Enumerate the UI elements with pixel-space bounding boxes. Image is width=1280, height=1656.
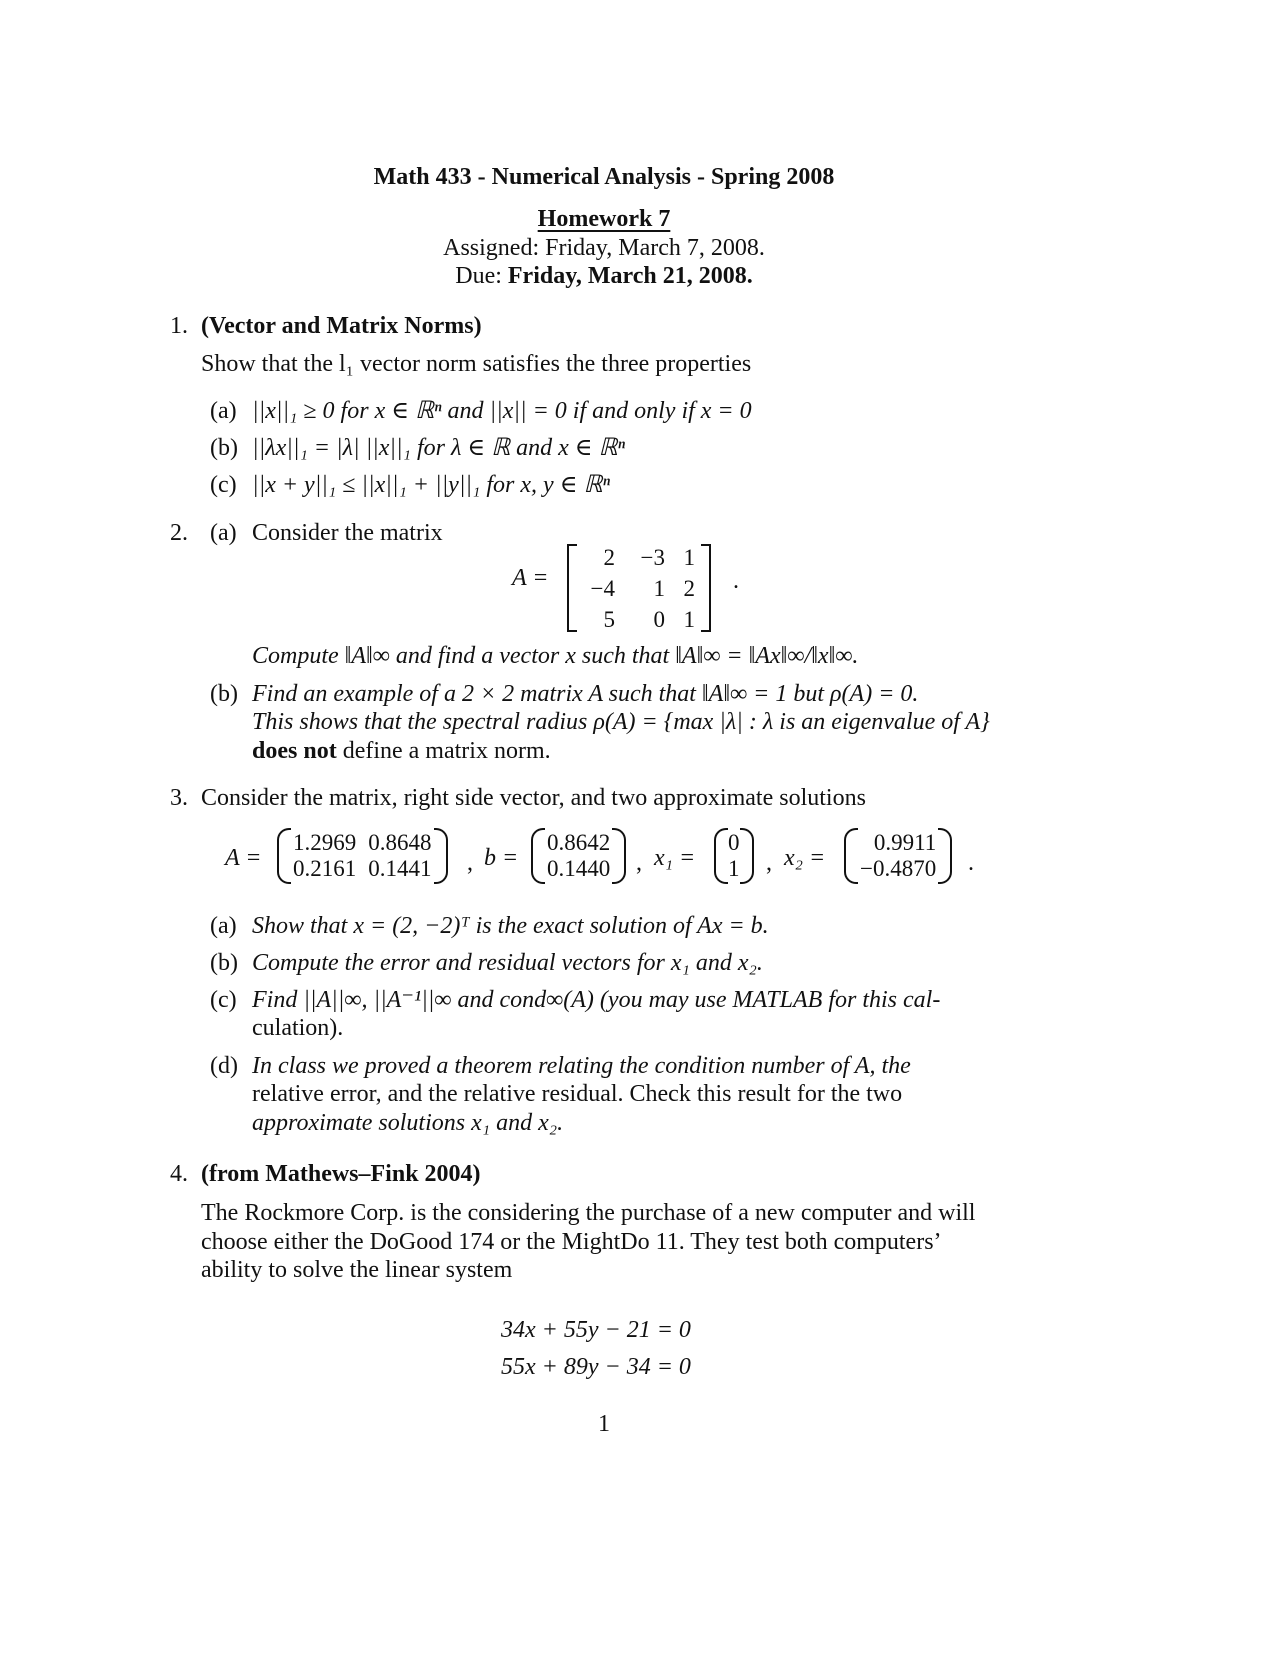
problem2-number: 2. — [170, 520, 188, 546]
vector-row — [541, 856, 616, 882]
problem2-a-intro: Consider the matrix — [252, 520, 443, 546]
problem3-x1-label: x₁ = — [654, 845, 696, 871]
comma: , — [467, 850, 473, 876]
matrix-cell: 1.2969 — [293, 830, 357, 855]
due-date: Friday, March 21, 2008. — [507, 263, 753, 289]
problem4-equation-1: 34x + 55y − 21 = 0 — [501, 1317, 691, 1343]
problem4-line2: choose either the DoGood 174 or the MightDo 11. They test both computers’ — [201, 1229, 942, 1255]
problem3-item-d-line1: In class we proved a theorem relating the condition number of A, the — [252, 1053, 911, 1079]
matrix-cell: 1 — [683, 545, 695, 570]
paren-left — [714, 828, 728, 884]
problem2-b-line3-rest: define a matrix norm. — [336, 738, 551, 764]
problem4-title: (from Mathews–Fink 2004) — [201, 1161, 481, 1187]
problem3-item-c-label: (c) — [210, 987, 237, 1013]
vector-cell: 0.1440 — [547, 856, 611, 881]
problem3-intro: Consider the matrix, right side vector, and two approximate solutions — [201, 785, 866, 811]
matrix-cell: 0 — [653, 607, 665, 632]
problem3-A-matrix — [277, 830, 448, 882]
problem2-matrix-name: A = — [512, 565, 549, 591]
course-title: Math 433 - Numerical Analysis - Spring 2008 — [373, 164, 835, 190]
problem2-b-line2: This shows that the spectral radius ρ(A) = {max |λ| : λ is an eigenvalue of A} — [252, 709, 990, 735]
problem3-item-b: Compute the error and residual vectors for x₁ and x₂. — [252, 950, 763, 976]
due-line — [0, 261, 1208, 291]
matrix-row — [575, 542, 703, 573]
problem2-b-label: (b) — [210, 681, 238, 707]
assigned-label: Assigned: — [443, 235, 540, 261]
matrix-row — [575, 573, 703, 604]
paren-left — [844, 828, 858, 884]
problem3-A-label: A = — [225, 845, 262, 871]
problem2-matrix — [567, 544, 711, 632]
problem2-b-line1: Find an example of a 2 × 2 matrix A such that ‖A‖∞ = 1 but ρ(A) = 0. — [252, 681, 919, 707]
problem3-x2-vector — [844, 830, 952, 882]
assigned-date: Friday, March 7, 2008. — [545, 235, 765, 261]
problem3-item-d-label: (d) — [210, 1053, 238, 1079]
problem3-x2-label: x₂ = — [784, 845, 826, 871]
matrix-cell: 1 — [653, 576, 665, 601]
vector-cell: 1 — [728, 856, 740, 881]
vector-cell: 0.9911 — [873, 830, 937, 855]
problem3-item-c-line1: Find ||A||∞, ||A⁻¹||∞ and cond∞(A) (you may use MATLAB for this cal- — [252, 987, 941, 1013]
problem3-item-a-label: (a) — [210, 913, 237, 939]
vector-cell: 0 — [728, 830, 740, 855]
homework-label: Homework 7 — [537, 206, 671, 232]
problem3-b-vector — [531, 830, 626, 882]
matrix-row — [287, 830, 438, 856]
problem3-item-d-line3: approximate solutions x₁ and x₂. — [252, 1110, 564, 1136]
problem1-item-b-label: (b) — [210, 435, 238, 461]
matrix-cell: 0.2161 — [293, 856, 357, 881]
problem3-x1-vector — [714, 830, 754, 882]
matrix-cell: 0.1441 — [368, 856, 432, 881]
matrix-row — [575, 604, 703, 635]
matrix-row — [287, 856, 438, 882]
paren-left — [277, 828, 291, 884]
problem3-item-d-line2: relative error, and the relative residual. Check this result for the two — [252, 1081, 903, 1107]
matrix-cell: −3 — [640, 545, 665, 570]
comma: , — [766, 850, 772, 876]
vector-row — [854, 856, 942, 882]
matrix-cell: 2 — [683, 576, 695, 601]
problem3-A-table — [287, 830, 438, 882]
problem3-item-a: Show that x = (2, −2)ᵀ is the exact solution of Ax = b. — [252, 913, 769, 939]
vector-cell: 0.8642 — [547, 830, 611, 855]
paren-right — [938, 828, 952, 884]
problem4-line1: The Rockmore Corp. is the considering the purchase of a new computer and will — [201, 1200, 976, 1226]
matrix-cell: 0.8648 — [368, 830, 432, 855]
vector-row — [854, 830, 942, 856]
paren-right — [740, 828, 754, 884]
problem1-item-b: ||λx||₁ = |λ| ||x||₁ for λ ∈ ℝ and x ∈ ℝⁿ — [252, 435, 626, 461]
assigned-line — [0, 233, 1208, 263]
due-label: Due: — [455, 263, 502, 289]
problem4-line3: ability to solve the linear system — [201, 1257, 513, 1283]
problem4-number: 4. — [170, 1161, 188, 1187]
page-number: 1 — [598, 1411, 610, 1437]
homework-title — [0, 204, 1208, 234]
problem4-equation-2: 55x + 89y − 34 = 0 — [501, 1354, 691, 1380]
problem2-matrix-period: . — [733, 568, 739, 594]
matrix-left-bracket — [567, 544, 577, 632]
problem2-matrix-table — [575, 542, 703, 635]
problem2-a-label: (a) — [210, 520, 237, 546]
problem1-number: 1. — [170, 313, 188, 339]
matrix-cell: −4 — [590, 576, 615, 601]
paren-left — [531, 828, 545, 884]
comma: , — [636, 850, 642, 876]
matrix-right-bracket — [701, 544, 711, 632]
problem2-a-task: Compute ‖A‖∞ and find a vector x such that ‖A‖∞ = ‖Ax‖∞/‖x‖∞. — [252, 643, 859, 669]
problem2-b-line3 — [252, 736, 551, 766]
problem1-intro: Show that the l₁ vector norm satisfies the three properties — [201, 351, 752, 377]
problem3-b-label: b = — [484, 845, 519, 871]
problem1-item-c-label: (c) — [210, 472, 237, 498]
does-not-emphasis: does not — [252, 738, 337, 764]
vector-row — [541, 830, 616, 856]
problem1-item-a-label: (a) — [210, 398, 237, 424]
problem3-x2-table — [854, 830, 942, 882]
problem1-title: (Vector and Matrix Norms) — [201, 313, 482, 339]
matrix-cell: 5 — [603, 607, 615, 632]
problem3-item-b-label: (b) — [210, 950, 238, 976]
vector-cell: −0.4870 — [860, 856, 937, 881]
problem3-end-period: . — [968, 850, 974, 876]
matrix-cell: 2 — [603, 545, 615, 570]
matrix-cell: 1 — [683, 607, 695, 632]
problem3-number: 3. — [170, 785, 188, 811]
problem1-item-a: ||x||₁ ≥ 0 for x ∈ ℝⁿ and ||x|| = 0 if and only if x = 0 — [252, 398, 752, 424]
problem3-b-table — [541, 830, 616, 882]
problem3-item-c-line2: culation). — [252, 1015, 344, 1041]
problem1-item-c: ||x + y||₁ ≤ ||x||₁ + ||y||₁ for x, y ∈ ℝⁿ — [252, 472, 611, 498]
paren-right — [434, 828, 448, 884]
paren-right — [612, 828, 626, 884]
